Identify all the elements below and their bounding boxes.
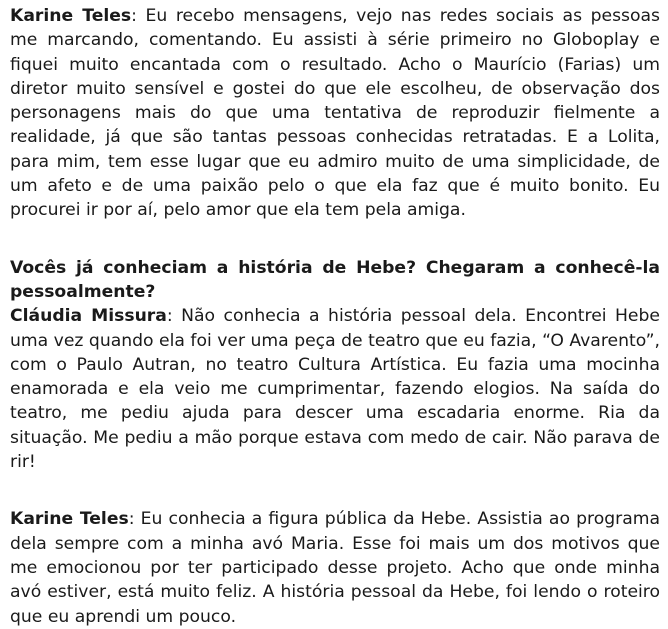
interview-question: Vocês já conheciam a história de Hebe? Chegaram a conhecê-la pessoalmente?: [10, 257, 660, 302]
answer-text: : Eu conhecia a figura pública da Hebe. Assistia ao programa dela sempre com a minha avó Maria. Esse foi mais um dos motivos que me emocionou por ter participado desse projeto. Acho que onde minha avó estiver, está muito feliz. A história pessoal da Hebe, foi lendo o roteiro que eu aprendi um pouco.: [10, 509, 660, 627]
answer-text: : Eu recebo mensagens, vejo nas redes sociais as pessoas me marcando, comentando. Eu assisti à série primeiro no Globoplay e fiquei muito encantada com o resultado. Acho o Maurício (Farias) um diretor muito sensível e gostei do que ele escolheu, de observação dos personagens mais do que uma tentativa de reproduzir fielmente a realidade, já que são tantas pessoas conhecidas retratadas. E a Lolita, para mim, tem esse lugar que eu admiro muito de uma simplicidade, de um afeto e de uma paixão pelo o que ela faz que é muito bonito. Eu procurei ir por aí, pelo amor que ela tem pela amiga.: [10, 6, 660, 221]
speaker-name: Karine Teles: [10, 6, 132, 26]
article-body: [10, 4, 660, 629]
answer-paragraph-3: [10, 507, 660, 628]
paragraph-spacer: [10, 223, 660, 256]
answer-text: : Não conhecia a história pessoal dela. Encontrei Hebe uma vez quando ela foi ver uma peça de teatro que eu fazia, “O Avarento”, com o Paulo Autran, no teatro Cultura Artística. Eu fazia uma mocinha enamorada e ela veio me cumprimentar, fazendo elogios. Na saída do teatro, me pediu ajuda para descer uma escadaria enorme. Ria da situação. Me pediu a mão porque estava com medo de cair. Não parava de rir!: [10, 306, 660, 473]
answer-paragraph-2: [10, 304, 660, 474]
speaker-name: Cláudia Missura: [10, 306, 167, 327]
answer-paragraph-1: [10, 4, 660, 223]
paragraph-spacer: [10, 474, 660, 507]
speaker-name: Karine Teles: [10, 509, 129, 530]
